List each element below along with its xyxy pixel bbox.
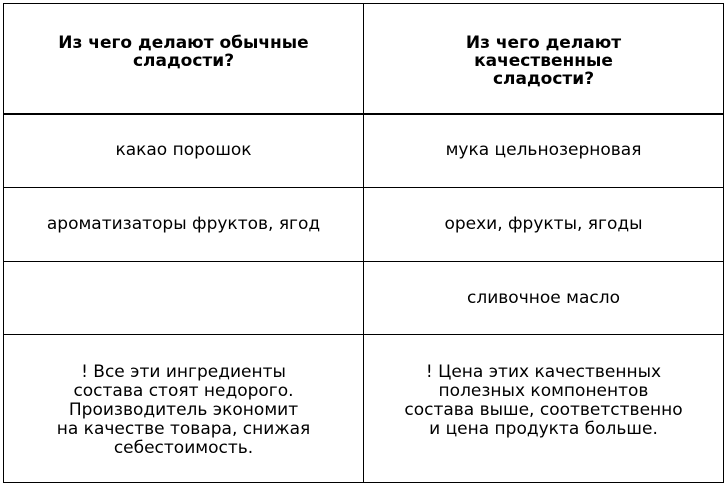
cell-text: какао порошок <box>115 139 252 160</box>
table-row <box>3 188 724 262</box>
note-cell-quality <box>363 335 724 482</box>
cell-text: сливочное масло <box>467 287 620 308</box>
table-cell <box>363 262 724 334</box>
header-cell-quality-sweets <box>363 4 724 113</box>
header-cell-regular-sweets <box>3 4 363 113</box>
note-cell-regular <box>3 335 363 482</box>
table-cell <box>3 115 363 187</box>
header-quality-sweets: Из чего делают качественные сладости? <box>465 33 622 89</box>
table-cell <box>3 188 363 261</box>
table-cell-empty <box>3 262 363 334</box>
header-regular-sweets: Из чего делают обычные сладости? <box>58 33 309 71</box>
table-cell <box>363 115 724 187</box>
table-cell <box>363 188 724 261</box>
table-row <box>3 115 724 188</box>
cell-text: орехи, фрукты, ягоды <box>444 214 643 234</box>
table-row <box>3 262 724 335</box>
cell-text: ароматизаторы фруктов, ягод <box>46 214 321 234</box>
cell-text: мука цельнозерновая <box>445 139 642 160</box>
table-header-row <box>3 3 724 115</box>
note-quality-text: ! Цена этих качественных полезных компонентов состава выше, соответственно и цена продукта больше. <box>404 362 683 439</box>
table-row-notes <box>3 335 724 483</box>
note-regular-text: ! Все эти ингредиенты состава стоят недорого. Производитель экономит на качестве товара, снижая себестоимость. <box>56 362 311 458</box>
